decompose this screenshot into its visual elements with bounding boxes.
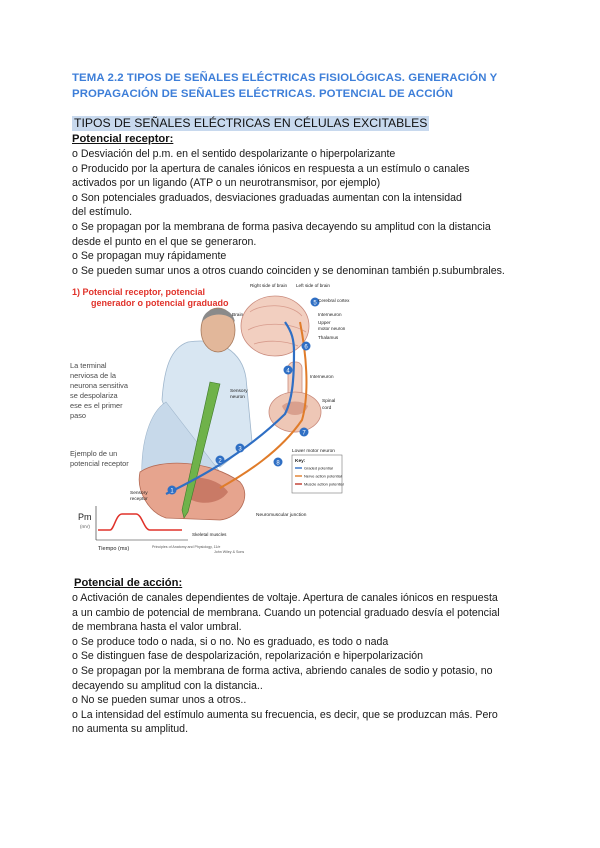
figure-heading-1: 1) Potencial receptor, potencial xyxy=(72,287,206,297)
receptor-line: o Producido por la apertura de canales iónicos en respuesta a un estímulo o canales xyxy=(72,162,470,175)
action-list xyxy=(72,591,542,737)
receptor-line: o Se propagan por la membrana de forma pasiva decayendo su amplitud con la distancia xyxy=(72,220,491,233)
action-line: o La intensidad del estímulo aumenta su frecuencia, es decir, que se produzcan más. Pero xyxy=(72,708,498,721)
receptor-line: o Se pueden sumar unos a otros cuando coinciden y se denominan también p.subumbrales. xyxy=(72,264,505,277)
note-line-1: La terminal xyxy=(70,361,107,370)
receptor-line: del estímulo. xyxy=(72,206,133,219)
label-sensory-neuron-1: Sensory xyxy=(230,389,248,394)
action-line: o Se propagan por la membrana de forma activa, abriendo canales de sodio y potasio, no xyxy=(72,664,493,677)
label-lower-motor: Lower motor neuron xyxy=(292,449,335,454)
receptor-line: o Se propagan muy rápidamente xyxy=(72,250,227,263)
label-spinal-2: cord xyxy=(322,406,332,411)
note-line-4: se despolariza xyxy=(70,391,118,400)
brain-section xyxy=(241,296,309,356)
receptor-heading: Potencial receptor: xyxy=(72,133,174,145)
label-interneuron-top: Interneuron xyxy=(318,312,342,317)
label-right-side: Right side of brain xyxy=(250,283,288,288)
receptor-line: activados por un ligando (ATP o un neurotransmisor, por ejemplo) xyxy=(72,177,381,190)
note-line-5: ese es el primer xyxy=(70,401,123,410)
note-line-2: nerviosa de la xyxy=(70,371,117,380)
trace-pm-label: Pm xyxy=(78,512,92,522)
action-line: o Se produce todo o nada, si o no. No es graduado, es todo o nada xyxy=(72,635,389,648)
action-line: o No se pueden sumar unos a otros.. xyxy=(72,694,247,707)
key-title: Key: xyxy=(295,459,306,464)
section-heading: TIPOS DE SEÑALES ELÉCTRICAS EN CÉLULAS EXCITABLES xyxy=(74,116,428,130)
reflex-figure xyxy=(70,282,350,554)
key-nerve: Nerve action potential xyxy=(304,473,342,479)
action-heading: Potencial de acción: xyxy=(74,577,183,589)
title-line-2: PROPAGACIÓN DE SEÑALES ELÉCTRICAS. POTENCIAL DE ACCIÓN xyxy=(72,88,454,100)
marker-4: 4 xyxy=(286,368,290,375)
action-line: a un cambio de potencial de membrana. Cuando un potencial graduado desvía el potencial xyxy=(72,606,500,619)
receptor-line: o Son potenciales graduados, desviaciones graduadas aumentan con la intensidad xyxy=(72,191,462,204)
label-interneuron-mid: Interneuron xyxy=(310,374,334,379)
label-sensory-receptor-2: receptor xyxy=(130,497,148,502)
receptor-line: desde el punto en el que se generaron. xyxy=(72,235,257,248)
key-graded: Graded potential xyxy=(304,465,333,471)
label-brain: Brain xyxy=(232,313,244,318)
key-muscle: Muscle action potential xyxy=(304,481,344,487)
credit-line-2: John Wiley & Sons xyxy=(214,550,245,554)
reflex-illustration xyxy=(70,282,350,554)
label-spinal-1: Spinal xyxy=(322,399,336,404)
action-line: o Activación de canales dependientes de voltaje. Apertura de canales iónicos en respuesta xyxy=(72,592,498,604)
action-line: decayendo su amplitud con la distancia.. xyxy=(72,679,263,692)
label-nmj: Neuromuscular junction xyxy=(256,513,307,518)
example-line-2: potencial receptor xyxy=(70,459,129,468)
marker-8: 8 xyxy=(276,460,280,467)
note-line-3: neurona sensitiva xyxy=(70,381,128,390)
title-line-1: TEMA 2.2 TIPOS DE SEÑALES ELÉCTRICAS FISIOLÓGICAS. GENERACIÓN Y xyxy=(72,72,498,84)
trace-mv-label: (mV) xyxy=(80,524,90,529)
marker-7: 7 xyxy=(302,430,306,437)
receptor-list xyxy=(72,147,542,278)
example-line-1: Ejemplo de un xyxy=(70,449,118,458)
marker-5: 5 xyxy=(313,300,317,307)
credit-line-1: Principles of Anatomy and Physiology, 11/e xyxy=(152,545,221,549)
label-skeletal: Skeletal muscles xyxy=(192,532,227,537)
trace-time-label: Tiempo (ms) xyxy=(98,546,130,552)
label-sensory-neuron-2: neuron xyxy=(230,395,245,400)
action-line: no aumenta su amplitud. xyxy=(72,723,189,736)
marker-3: 3 xyxy=(238,446,242,453)
label-cerebral-cortex: Cerebral cortex xyxy=(318,298,350,303)
note-line-6: paso xyxy=(70,411,87,420)
marker-1: 1 xyxy=(170,488,174,495)
figure-heading-2: generador o potencial graduado xyxy=(91,298,229,308)
label-sensory-receptor-1: Sensory xyxy=(130,491,148,496)
marker-6: 6 xyxy=(304,344,308,351)
action-line: de membrana hasta el valor umbral. xyxy=(72,621,242,634)
label-upper-motor-1: Upper xyxy=(318,320,331,325)
label-thalamus: Thalamus xyxy=(318,335,339,340)
document-title xyxy=(72,70,542,102)
action-line: o Se distinguen fase de despolarización, repolarización e hiperpolarización xyxy=(72,650,423,663)
receptor-line: o Desviación del p.m. en el sentido despolarizante o hiperpolarizante xyxy=(72,148,396,160)
label-upper-motor-2: motor neuron xyxy=(318,326,346,331)
label-left-side: Left side of brain xyxy=(296,283,330,288)
marker-2: 2 xyxy=(218,458,222,465)
